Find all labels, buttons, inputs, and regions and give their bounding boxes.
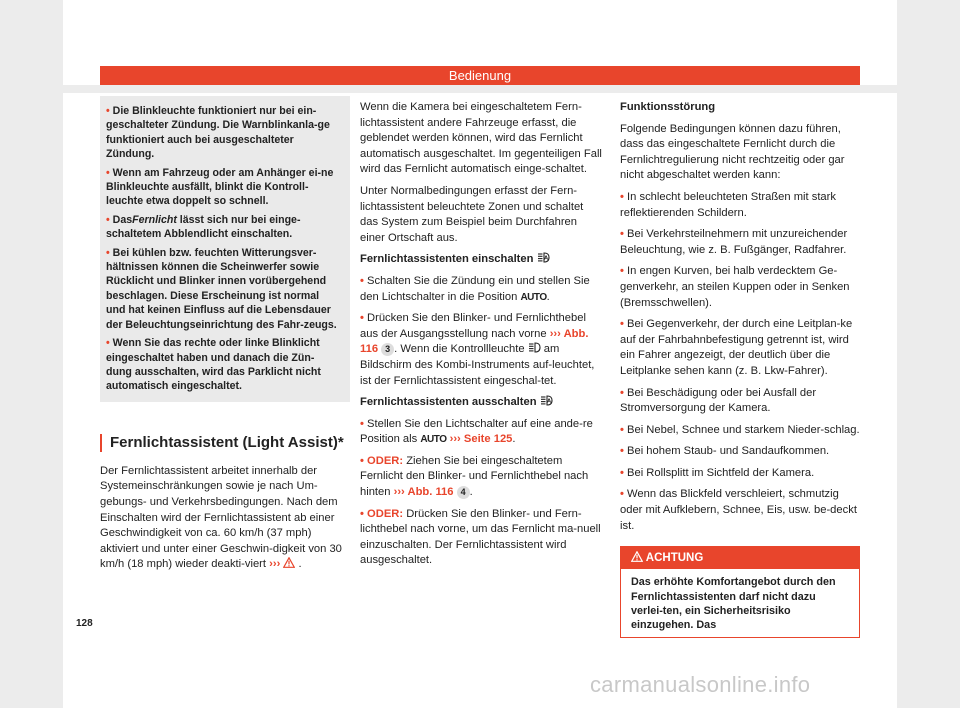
note-item: • Wenn am Fahrzeug oder am Anhänger ei-ne Blinkleuchte ausfällt, blinkt die Kontroll-leuchte etwa doppelt so schnell. (106, 166, 334, 208)
warning-header: ACHTUNG (621, 547, 859, 569)
list-item: • Bei Verkehrsteilnehmern mit unzureichender Beleuchtung, wie z. B. Fußgänger, Radfahrer. (620, 228, 848, 256)
note-item: • Wenn Sie das rechte oder linke Blinklicht eingeschaltet haben und danach die Zün-dung ausschalten, wird das Parklicht nicht automatisch eingeschaltet. (106, 337, 321, 393)
heading-ausschalten: Fernlichtassistenten ausschalten A (360, 395, 603, 411)
page-number: 128 (76, 618, 93, 629)
warning-reference-link[interactable]: ››› (269, 558, 298, 570)
step-item: • Schalten Sie die Zündung ein und stellen Sie den Lichtschalter in die Position AUTO. (360, 274, 590, 303)
warning-box (620, 546, 860, 638)
callout-number: 3 (381, 343, 394, 356)
column-right (620, 100, 860, 638)
heading-funktionsstoerung: Funktionsstörung (620, 101, 716, 113)
high-beam-indicator-icon (528, 342, 541, 353)
step-item: • ODER: Ziehen Sie bei eingeschaltetem Fernlicht den Blinker- und Fernlichthebel nach hinten ››› Abb. 116 4 . (360, 454, 589, 499)
warning-text: Das erhöhte Komfortangebot durch den Fernlichtassistenten darf nicht dazu verlei-ten, ein Sicherheitsrisiko einzugehen. Das (631, 576, 836, 632)
list-item: • In engen Kurven, bei halb verdecktem Ge-genverkehr, an steilen Kuppen oder in Senken (Bremsschwellen). (620, 265, 850, 309)
watermark: carmanualsonline.info (590, 672, 811, 697)
section-title: Fernlichtassistent (Light Assist)* (100, 434, 350, 452)
note-item: • Bei kühlen bzw. feuchten Witterungsver-hältnissen können die Scheinwerfer sowie Rücklicht und Blinker innen vorübergehend beschlagen. Diese Erscheinung ist normal und hat keinen Einfluss auf die Lebensdauer der Beleuchtungseinrichtung des Fahr-zeugs. (106, 246, 337, 331)
figure-link[interactable]: ››› Abb. 116 (393, 486, 454, 499)
list-item: • In schlecht beleuchteten Straßen mit stark reflektierenden Schildern. (620, 190, 836, 219)
svg-text:A: A (546, 398, 551, 405)
callout-number: 4 (457, 486, 470, 499)
list-item: • Bei Beschädigung oder bei Ausfall der Stromversorgung der Kamera. (620, 386, 817, 415)
header-divider (63, 85, 897, 93)
list-item: • Wenn das Blickfeld verschleiert, schmutzig oder mit Aufklebern, Schnee, Eis, usw. be-deckt ist. (620, 488, 857, 532)
paragraph: Unter Normalbedingungen erfasst der Fern-lichtassistent beleuchtete Zonen und schaltet das System zum Beispiel beim Durchfahren einer Ortschaft aus. (360, 184, 584, 244)
auto-switch-glyph: AUTO (420, 434, 447, 446)
auto-switch-glyph: AUTO (520, 291, 547, 303)
warning-triangle-icon (283, 557, 295, 568)
high-beam-assist-icon (537, 252, 550, 263)
heading-einschalten: Fernlichtassistenten einschalten A (360, 252, 603, 268)
step-item: • Drücken Sie den Blinker- und Fernlichthebel aus der Ausgangsstellung nach vorne ››› Abb. 116 3 . Wenn die Kontrollleuchte am Bildschirm des Kombi-Instruments auf-leuchtet, ist der Fernlichtassistent eingeschal-tet. (360, 312, 595, 387)
step-item: • Stellen Sie den Lichtschalter auf eine ande-re Position als AUTO ››› Seite 125. (360, 417, 593, 446)
warning-triangle-icon (631, 551, 643, 562)
column-left (100, 96, 350, 579)
fernlicht-term: Fernlicht (132, 213, 177, 226)
list-item: • Bei Gegenverkehr, der durch eine Leitplan-ke auf der Fahrbahnbefestigung getrennt ist, wird ein Fahrer angezeigt, der deutlich über die Leitplanke sehen kann (z. B. Lkw-Fahrer). (620, 318, 853, 377)
column-middle (360, 100, 603, 575)
step-item: • ODER: Drücken Sie den Blinker- und Fern-lichthebel nach vorne, um das Fernlicht ma-nuell einzuschalten. Der Fernlichtassistent wird ausgeschaltet. (360, 507, 601, 567)
figure-link[interactable]: ››› Abb. 116 (360, 327, 589, 356)
section-header: Bedienung (100, 66, 860, 86)
list-item: • Bei hohem Staub- und Sandaufkommen. (620, 445, 830, 458)
section-intro: Der Fernlichtassistent arbeitet innerhalb der Systemeinschränkungen sowie je nach Um-gebungs- und Verkehrsbedingungen. Nach dem Einschalten wird der Fernlichtassistent ab einer Geschwindigkeit von ca. 60 km/h (37 mph) aktiviert und unter einer Geschwin-digkeit von 30 km/h (18 mph) wieder deakti-viert ››› . (100, 464, 342, 571)
note-item: • DasFernlicht lässt sich nur bei einge-schaltetem Abblendlicht einschalten. (106, 213, 301, 241)
high-beam-assist-icon (540, 395, 553, 406)
page-link[interactable]: ››› Seite 125 (449, 433, 513, 446)
paragraph: Folgende Bedingungen können dazu führen, dass das eingeschaltete Fernlicht durch die Fernlichtregulierung nicht rechtzeitig oder gar nicht abgeschaltet werden kann: (620, 122, 845, 182)
note-item: • Die Blinkleuchte funktioniert nur bei ein-geschalteter Zündung. Die Warnblinkanla-ge funktioniert auch bei ausgeschalteter Zündung. (106, 105, 330, 161)
list-item: • Bei Rollsplitt im Sichtfeld der Kamera. (620, 466, 815, 479)
list-item: • Bei Nebel, Schnee und starkem Nieder-schlag. (620, 423, 860, 436)
note-box (100, 96, 350, 402)
paragraph: Wenn die Kamera bei eingeschaltetem Fern-lichtassistent andere Fahrzeuge erfasst, die geblendet werden können, wird das Fernlicht automatisch ausgeschaltet. Im gegenteiligen Fall wird das Fernlicht automatisch einge-schaltet. (360, 101, 602, 176)
svg-text:A: A (543, 255, 548, 262)
